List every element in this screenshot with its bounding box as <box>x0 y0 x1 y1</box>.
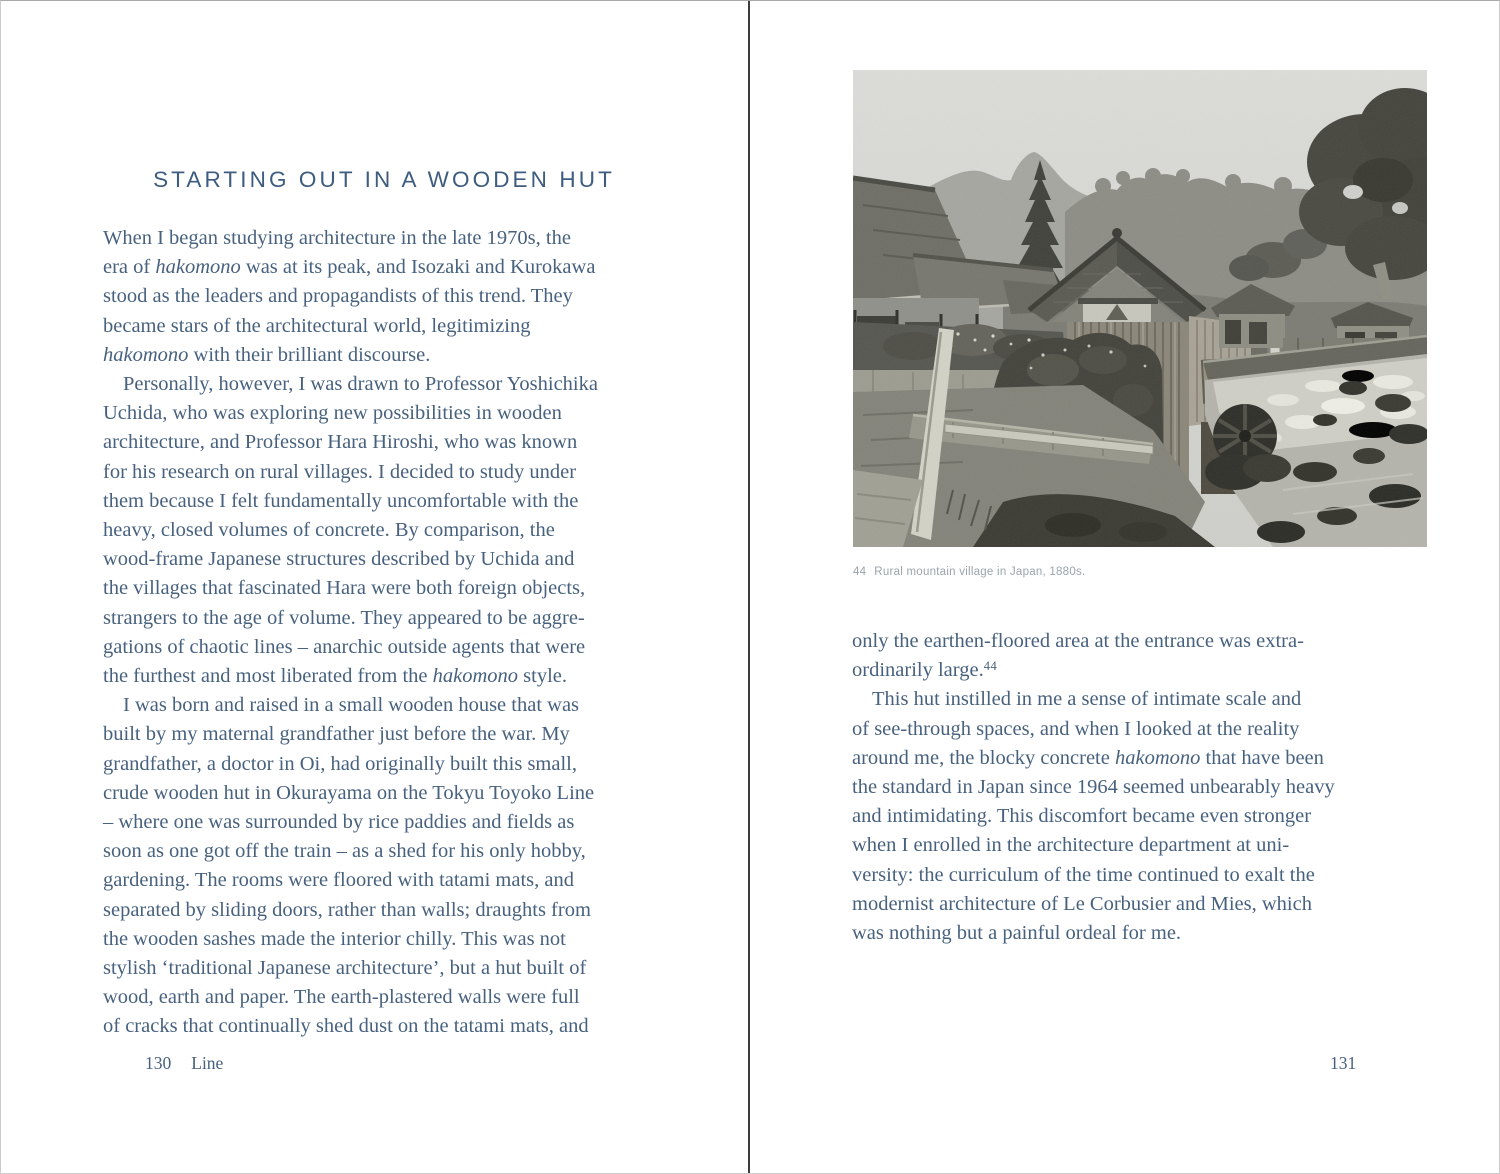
text-line: the standard in Japan since 1964 seemed unbearably heavy <box>852 776 1335 799</box>
text-line: era of hakomono was at its peak, and Isozaki and Kurokawa <box>103 256 596 279</box>
figure-photo-rural-village <box>853 70 1427 547</box>
figure-caption <box>853 566 1413 578</box>
text-line: hakomono with their brilliant discourse. <box>103 343 431 366</box>
text-line: was nothing but a painful ordeal for me. <box>852 922 1182 945</box>
text-line: Personally, however, I was drawn to Professor Yoshichika <box>123 373 598 396</box>
text-line: Uchida, who was exploring new possibilities in wooden <box>103 402 562 425</box>
text-line: of cracks that continually shed dust on the tatami mats, and <box>103 1015 589 1038</box>
paragraph <box>852 685 1422 948</box>
village-photo-illustration <box>853 70 1427 547</box>
chapter-heading: STARTING OUT IN A WOODEN HUT <box>153 167 615 192</box>
text-line: them because I felt fundamentally uncomfortable with the <box>103 489 579 512</box>
text-line: wood-frame Japanese structures described by Uchida and <box>103 548 575 571</box>
paragraph <box>103 370 673 691</box>
text-line: wood, earth and paper. The earth-plastered walls were full <box>103 986 580 1009</box>
text-line: When I began studying architecture in the late 1970s, the <box>103 227 571 249</box>
text-line: of see-through spaces, and when I looked at the reality <box>852 717 1300 740</box>
text-line: I was born and raised in a small wooden house that was <box>123 694 580 717</box>
text-line: separated by sliding doors, rather than walls; draughts from <box>103 898 591 921</box>
paragraph <box>103 691 673 1041</box>
text-line: versity: the curriculum of the time continued to exalt the <box>852 863 1315 886</box>
paragraph <box>103 224 673 370</box>
page-number: 130 <box>145 1053 172 1073</box>
text-line: – where one was surrounded by rice paddies and fields as <box>103 811 575 834</box>
text-line: built by my maternal grandfather just before the war. My <box>103 723 570 746</box>
text-line: the furthest and most liberated from the hakomono style. <box>103 665 567 688</box>
text-line: heavy, closed volumes of concrete. By comparison, the <box>103 519 555 542</box>
text-line: the villages that fascinated Hara were both foreign objects, <box>103 577 586 600</box>
page-number: 131 <box>1330 1053 1357 1073</box>
text-line: ordinarily large.$^{44}$ <box>852 659 998 682</box>
text-line: grandfather, a doctor in Oi, had originally built this small, <box>103 752 577 775</box>
text-line: modernist architecture of Le Corbusier and Mies, which <box>852 892 1312 915</box>
left-page-body <box>103 224 673 1042</box>
text-line: strangers to the age of volume. They appeared to be aggre- <box>103 606 585 629</box>
right-page-body <box>852 627 1422 948</box>
text-line: stylish ‘traditional Japanese architecture’, but a hut built of <box>103 957 587 980</box>
text-line: soon as one got off the train – as a shed for his only hobby, <box>103 840 586 863</box>
right-page-footer <box>1330 1053 1356 1074</box>
figure-caption-text: Rural mountain village in Japan, 1880s. <box>874 566 1086 578</box>
figure-caption-number: 44 <box>853 566 867 578</box>
text-line: around me, the blocky concrete hakomono that have been <box>852 746 1324 769</box>
text-line: the wooden sashes made the interior chilly. This was not <box>103 927 566 950</box>
text-line: This hut instilled in me a sense of intimate scale and <box>872 688 1302 711</box>
page-gutter-divider <box>748 0 750 1174</box>
text-line: and intimidating. This discomfort became even stronger <box>852 805 1312 828</box>
text-line: became stars of the architectural world, legitimizing <box>103 314 531 337</box>
text-line: gardening. The rooms were floored with tatami mats, and <box>103 869 574 892</box>
section-title: Line <box>191 1053 224 1073</box>
left-page-footer <box>145 1053 223 1074</box>
paragraph <box>852 627 1422 685</box>
text-line: only the earthen-floored area at the entrance was extra- <box>852 630 1304 652</box>
text-line: when I enrolled in the architecture department at uni- <box>852 834 1290 857</box>
text-line: architecture, and Professor Hara Hiroshi, who was known <box>103 431 578 454</box>
text-line: crude wooden hut in Okurayama on the Tokyu Toyoko Line <box>103 781 595 804</box>
photo-grain-overlay <box>853 70 1427 547</box>
text-line: gations of chaotic lines – anarchic outside agents that were <box>103 635 586 658</box>
text-line: stood as the leaders and propagandists of this trend. They <box>103 285 573 308</box>
text-line: for his research on rural villages. I decided to study under <box>103 460 577 483</box>
